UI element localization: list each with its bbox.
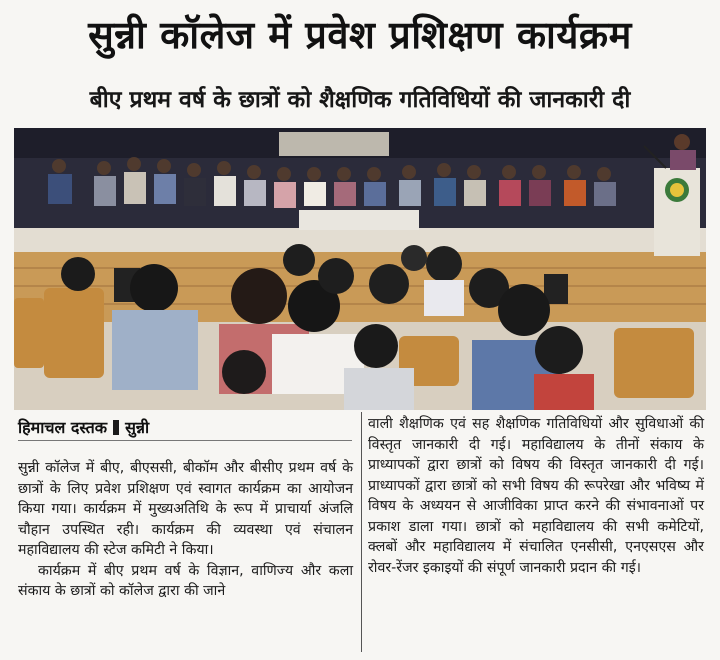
stage-table xyxy=(299,210,419,230)
event-photo-illustration xyxy=(14,128,706,410)
article-paragraph: कार्यक्रम में बीए प्रथम वर्ष के विज्ञान, वाणिज्य और कला संकाय के छात्रों को कॉलेज द्वारा की जाने xyxy=(18,562,353,599)
article-paragraph: वाली शैक्षणिक एवं सह शैक्षणिक गतिविधियों और सुविधाओं की विस्तृत जानकारी दी गई। महाविद्यालय के तीनों संकाय के प्राध्यापकों द्वारा छात्रों को विषय की विस्तृत जानकारी दी गई। प्राध्यापकों द्वारा छात्रों को सभी विषय की रूपरेखा और भविष्य में विषय के अध्ययन से आजीविका प्राप्त करने की संभावनाओं पर प्रकाश डाला गया। छात्रों को महाविद्यालय की सभी कमेटियों, क्लबों और महाविद्यालय में संचालित एनसीसी, एनएसएस और रोवर-रेंजर इकाइयों की संपूर्ण जानकारी प्रदान की गई। xyxy=(368,416,704,576)
article-column-right xyxy=(368,414,704,578)
stage-screen xyxy=(279,132,389,156)
article-column-left xyxy=(18,458,353,602)
event-photo xyxy=(14,128,706,410)
article-paragraph: सुन्नी कॉलेज में बीए, बीएससी, बीकॉम और बीसीए प्रथम वर्ष के छात्रों के लिए प्रवेश प्रशिक्षण एवं स्वागत कार्यक्रम का आयोजन किया गया। कार्यक्रम में मुख्यअतिथि के रूप में प्राचार्या अंजलि चौहान उपस्थित रही। कार्यक्रम की व्यवस्था एवं संचालन महाविद्यालय की स्टेज कमिटी ने किया। xyxy=(18,460,353,558)
byline-location: सुन्नी xyxy=(125,418,150,437)
byline-separator xyxy=(113,420,119,435)
subheadline: बीए प्रथम वर्ष के छात्रों को शैक्षणिक गतिविधियों की जानकारी दी xyxy=(89,87,631,113)
column-divider xyxy=(361,412,362,652)
headline: सुन्नी कॉलेज में प्रवेश प्रशिक्षण कार्यक्रम xyxy=(88,13,632,57)
byline xyxy=(18,416,149,438)
byline-publication: हिमाचल दस्तक xyxy=(18,418,108,437)
byline-rule xyxy=(18,440,352,441)
stage-floor xyxy=(14,228,706,254)
